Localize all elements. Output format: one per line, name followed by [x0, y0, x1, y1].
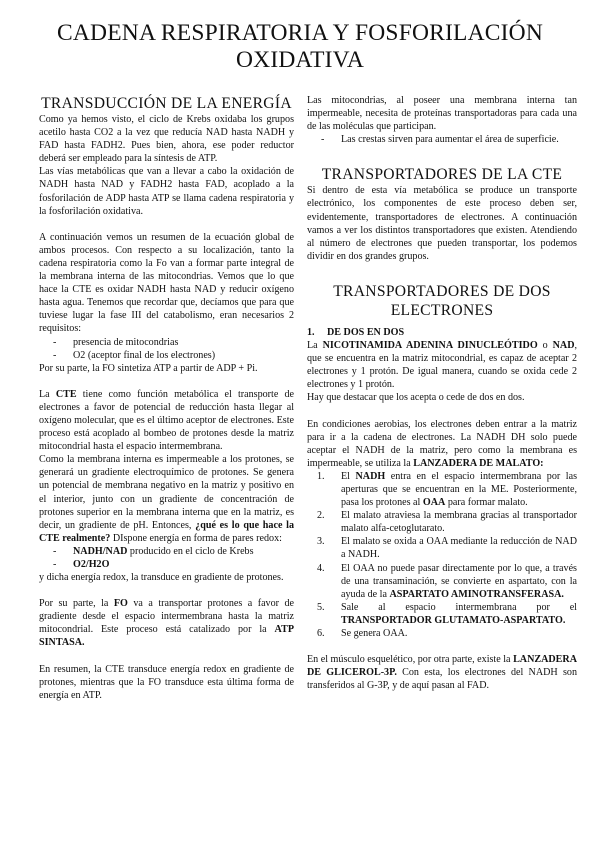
list-item: - O2/H2O [39, 558, 294, 571]
list-item: - NADH/NAD producido en el ciclo de Krebs [39, 545, 294, 558]
paragraph: Como ya hemos visto, el ciclo de Krebs oxidaba los grupos acetilo hasta CO2 a la vez que reducía NAD hasta NADH y FAD hasta FADH2. Pues bien, ahora, ese poder reductor deberá ser empleado para la síntesis de ATP. [39, 114, 294, 165]
subheading-de-dos-en-dos: 1. DE DOS EN DOS [307, 326, 405, 338]
heading-transportadores-cte: TRANSPORTADORES DE LA CTE [321, 166, 563, 184]
paragraph: Por su parte, la FO sintetiza ATP a partir de ADP + Pi. [39, 362, 258, 374]
list-item: 6. Se genera OAA. [317, 628, 408, 639]
paragraph: y dicha energía redox, la transduce en gradiente de protones. [39, 572, 284, 584]
list-item: 1. El NADH entra en el espacio intermembrana por las aperturas que se encuentran en la ME. Posteriormente, pasa los protones al OAA para formar malato. [317, 470, 577, 509]
requirements-list [39, 336, 294, 362]
paragraph: Si dentro de esta vía metabólica se produce un transporte electrónico, los componentes de este proceso deben ser, evidentemente, transportadores de electrones. A continuación vamos a ver los distintos transportadores que existen. Atendiendo al número de electrones que pueden transportar, los podemos dividir en dos grandes grupos. [307, 185, 577, 262]
heading-dos-electrones: TRANSPORTADORES DE DOS ELECTRONES [333, 282, 551, 319]
list-item: 2. El malato atraviesa la membrana gracias al transportador malato alfa-cetoglutarato. [317, 510, 577, 535]
redox-list [39, 545, 294, 571]
list-item: - O2 (aceptor final de los electrones) [39, 349, 294, 362]
paragraph: En resumen, la CTE transduce energía redox en gradiente de protones, mientras que la FO transduce esta última forma de energía en ATP. [39, 663, 294, 701]
list-item: 4. El OAA no puede pasar directamente por lo que, a través de una transaminación, se convierte en aspartato, con la ayuda de la ASPARTATO AMINOTRANSFERASA. [317, 562, 577, 600]
malato-steps [307, 470, 577, 640]
left-column [39, 94, 294, 702]
paragraph: Como la membrana interna es impermeable a los protones, se generará un gradiente electroquímico de protones. Se genera un potencial de membrana negativo en la matriz y positivo en el interior, junto con un gradiente de concentración de protones superior en la membrana interna que en la matriz, es decir, un gradiente de pH. Entonces, ¿qué es lo que hace la CTE realmente? DIspone energía en forma de pares redox: [39, 454, 294, 544]
paragraph: En condiciones aerobias, los electrones deben entrar a la matriz para ir a la cadena de electrones. La NADH DH solo puede aceptar el NADH de la matriz, pero como la membrana es impermeable, se utiliza la LANZADERA DE MALATO: [307, 418, 577, 469]
paragraph: Por su parte, la FO va a transportar protones a favor de gradiente desde el espacio intermembrana hasta la matriz mitocondrial. Este proceso está catalizado por la ATP SINTASA. [39, 598, 294, 649]
heading-transduccion: TRANSDUCCIÓN DE LA ENERGÍA [41, 95, 292, 112]
paragraph: Las mitocondrias, al poseer una membrana interna tan impermeable, necesita de proteínas transportadoras para cada una de las moléculas que participan. [307, 95, 577, 133]
document-title: CADENA RESPIRATORIA Y FOSFORILACIÓN OXIDATIVA [57, 20, 543, 73]
list-item: 3. El malato se oxida a OAA mediante la reducción de NAD a NADH. [317, 536, 577, 561]
crestas-list [307, 133, 577, 146]
list-item: - presencia de mitocondrias [39, 336, 294, 349]
paragraph: A continuación vemos un resumen de la ecuación global de ambos procesos. Con respecto a su localización, tanto la cadena respiratoria como la Fo van a formar parte integral de la membrana interna de las mitocondrias. Vemos que lo que hace la CTE es oxidar NADH hasta NAD y reducir oxígeno hasta agua. Tenemos que recordar que, decíamos que para que tuviese lugar la fase III del catabolismo, eran necesarios 2 requisitos: [39, 231, 294, 335]
paragraph: Hay que destacar que los acepta o cede de dos en dos. [307, 392, 525, 404]
paragraph: En el músculo esquelético, por otra parte, existe la LANZADERA DE GLICEROL-3P. Con esta, los electrones del NADH son transferidos al G-3P, y de aquí pasan al FAD. [307, 654, 577, 692]
right-column [307, 94, 577, 692]
paragraph: La NICOTINAMIDA ADENINA DINUCLEÓTIDO o NAD, que se encuentra en la matriz mitocondrial, es capaz de aceptar 2 electrones y 1 protón. De igual manera, cuando se oxida cede 2 electrones y 1 protón. [307, 340, 578, 391]
list-item: - Las crestas sirven para aumentar el área de superficie. [307, 133, 577, 146]
paragraph: La CTE tiene como función metabólica el transporte de electrones a favor de potencial de reducción hasta llegar al oxígeno molecular, que es el último aceptor de electrones. Este proceso está acoplado al bombeo de protones desde la matriz mitocondrial hasta el espacio intermembrana. [39, 388, 294, 453]
paragraph: Las vías metabólicas que van a llevar a cabo la oxidación de NADH hasta NAD y FADH2 hasta FAD, acoplado a la fosforilación de ADP hasta ATP se llama cadena respiratoria y la fosforilación oxidativa. [39, 166, 294, 217]
list-item: 5. Sale al espacio intermembrana por el TRANSPORTADOR GLUTAMATO-ASPARTATO. [317, 601, 577, 626]
